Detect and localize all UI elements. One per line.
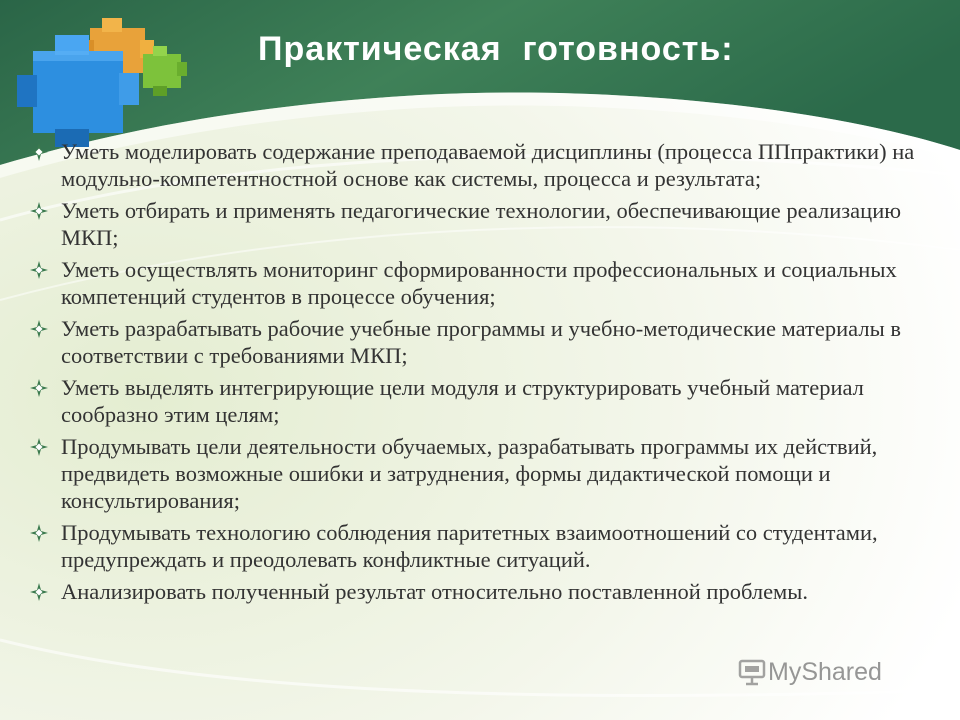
presentation-board-icon xyxy=(737,657,767,687)
diamond-bullet-icon xyxy=(30,438,48,456)
slide-title: Практическая готовность: xyxy=(258,30,734,68)
list-item xyxy=(30,374,935,428)
diamond-bullet-icon xyxy=(30,583,48,601)
list-item xyxy=(30,256,935,310)
list-item xyxy=(30,197,935,251)
bullet-list xyxy=(30,138,935,610)
watermark-text: MyShared xyxy=(768,658,882,686)
list-item xyxy=(30,138,935,192)
diamond-bullet-icon xyxy=(30,524,48,542)
diamond-bullet-icon xyxy=(30,320,48,338)
bullet-text: Уметь разрабатывать рабочие учебные программы и учебно-методические материалы в соответствии с требованиями МКП; xyxy=(61,316,901,368)
puzzle-cubes-icon xyxy=(10,8,195,148)
diamond-bullet-icon xyxy=(30,261,48,279)
list-item xyxy=(30,315,935,369)
bullet-text: Продумывать технологию соблюдения паритетных взаимоотношений со студентами, предупреждать и преодолевать конфликтные ситуаций. xyxy=(61,520,878,572)
bullet-text: Анализировать полученный результат относительно поставленной проблемы. xyxy=(61,579,809,604)
list-item xyxy=(30,433,935,514)
list-item xyxy=(30,578,935,605)
diamond-bullet-icon xyxy=(30,143,48,161)
bullet-text: Уметь моделировать содержание преподаваемой дисциплины (процесса ППпрактики) на модульно-компетентностной основе как системы, процесса и результата; xyxy=(61,139,915,191)
diamond-bullet-icon xyxy=(30,379,48,397)
bullet-text: Уметь осуществлять мониторинг сформированности профессиональных и социальных компетенций студентов в процессе обучения; xyxy=(61,257,897,309)
bullet-text: Уметь выделять интегрирующие цели модуля и структурировать учебный материал сообразно этим целям; xyxy=(61,375,864,427)
diamond-bullet-icon xyxy=(30,202,48,220)
bullet-text: Продумывать цели деятельности обучаемых, разрабатывать программы их действий, предвидеть возможные ошибки и затруднения, формы дидактической помощи и консультирования; xyxy=(61,434,878,513)
list-item xyxy=(30,519,935,573)
bullet-text: Уметь отбирать и применять педагогические технологии, обеспечивающие реализацию МКП; xyxy=(61,198,902,250)
